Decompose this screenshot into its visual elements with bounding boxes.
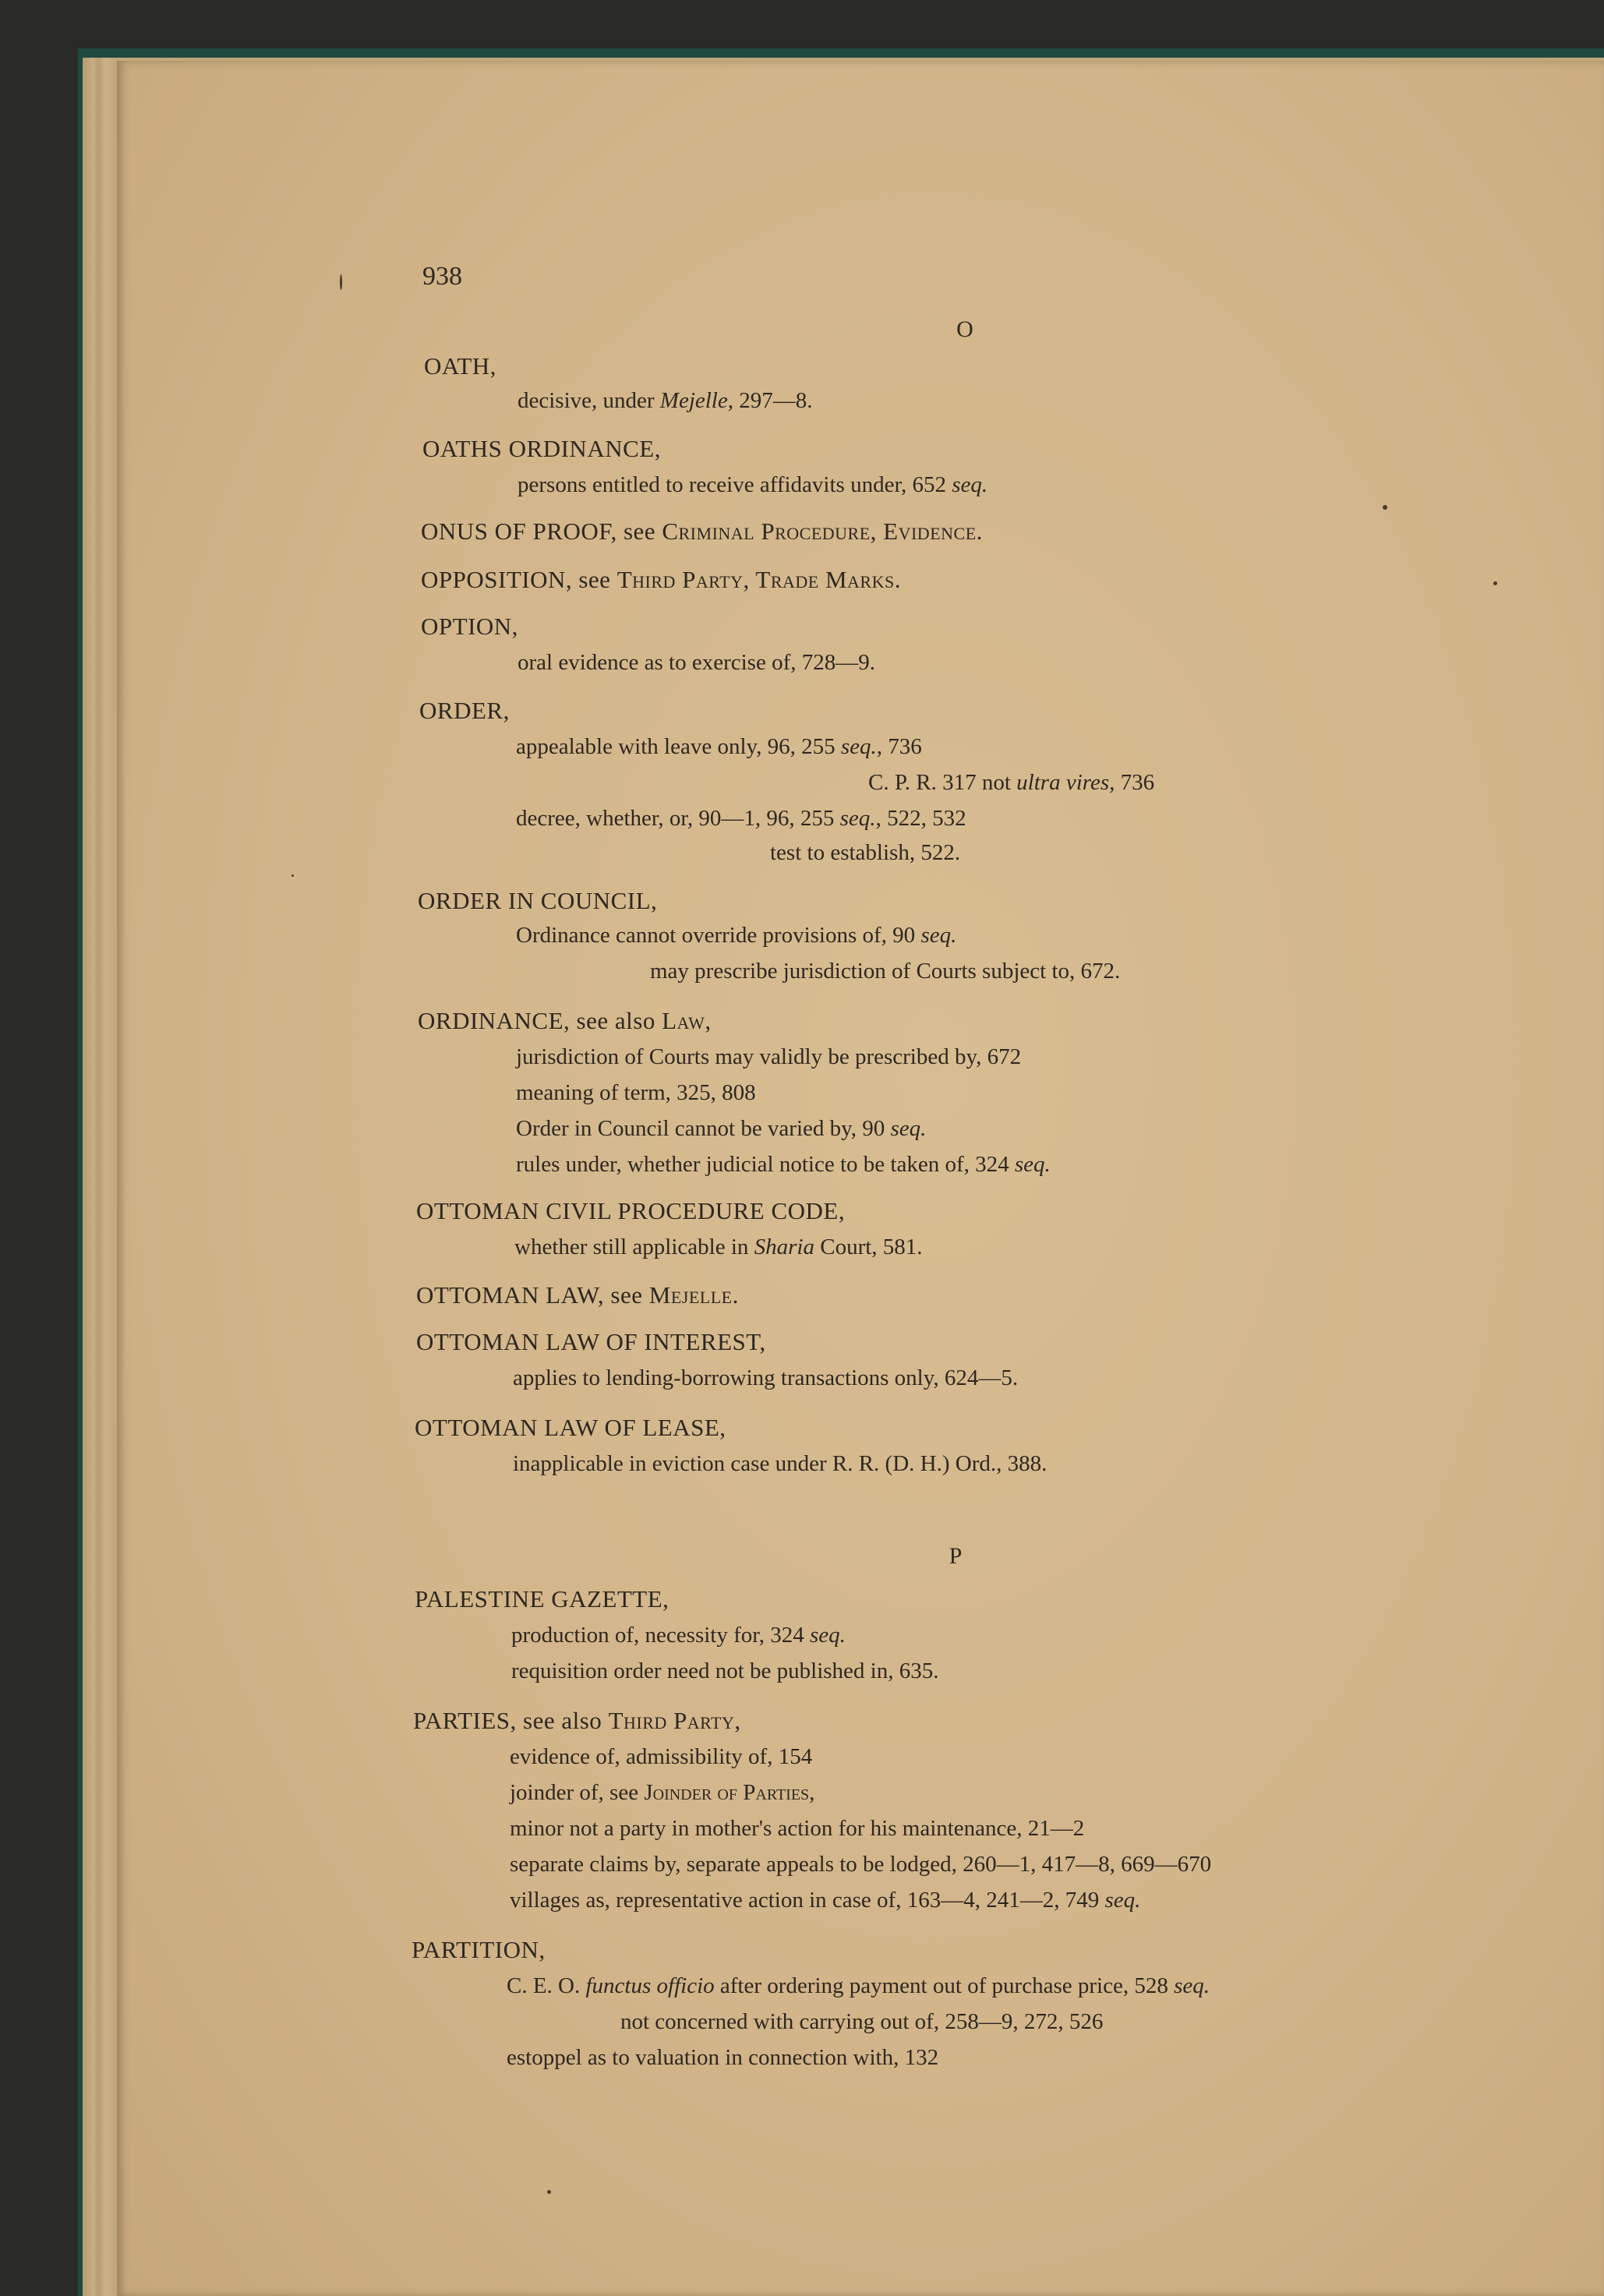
entry-order-heading: ORDER,	[419, 697, 510, 724]
entry-palestine-gazette-sub: production of, necessity for, 324 seq.	[511, 1623, 846, 1648]
paper-speck	[547, 2190, 551, 2194]
entry-parties-sub: joinder of, see Joinder of Parties,	[510, 1780, 815, 1805]
paper-speck	[1493, 581, 1497, 585]
entry-ottoman-lease-sub: inapplicable in eviction case under R. R. (D. H.) Ord., 388.	[513, 1451, 1048, 1476]
entry-parties-sub: minor not a party in mother's action for his maintenance, 21—2	[510, 1816, 1085, 1841]
entry-ordinance-sub: Order in Council cannot be varied by, 90 seq.	[516, 1116, 927, 1141]
entry-ottoman-law-heading: OTTOMAN LAW, see Mejelle.	[416, 1281, 739, 1309]
entry-order-sub: C. P. R. 317 not ultra vires, 736	[868, 770, 1155, 795]
entry-ottoman-interest-sub: applies to lending-borrowing transactions only, 624—5.	[513, 1365, 1019, 1390]
entry-parties-sub: separate claims by, separate appeals to be lodged, 260—1, 417—8, 669—670	[510, 1852, 1212, 1877]
entry-ordinance-sub: jurisdiction of Courts may validly be prescribed by, 672	[516, 1044, 1022, 1069]
entry-option-sub: oral evidence as to exercise of, 728—9.	[518, 650, 875, 675]
paper-speck	[291, 874, 294, 877]
entry-opposition-heading: OPPOSITION, see Third Party, Trade Marks.	[421, 566, 901, 593]
entry-parties-sub: evidence of, admissibility of, 154	[510, 1744, 813, 1769]
page-number: 938	[422, 262, 462, 291]
entry-oath-heading: OATH,	[424, 352, 496, 380]
entry-oaths-ordinance-heading: OATHS ORDINANCE,	[422, 435, 661, 462]
entry-ordinance-heading: ORDINANCE, see also Law,	[418, 1007, 712, 1034]
entry-ottoman-lease-heading: OTTOMAN LAW OF LEASE,	[415, 1414, 726, 1441]
entry-ordinance-sub: meaning of term, 325, 808	[516, 1080, 756, 1105]
entry-option-heading: OPTION,	[421, 613, 518, 640]
paper-speck	[340, 274, 342, 290]
entry-onus-heading: ONUS OF PROOF, see Criminal Procedure, Evidence.	[421, 517, 983, 545]
entry-ottoman-cpc-sub: whether still applicable in Sharia Court, 581.	[514, 1235, 923, 1259]
entry-ottoman-interest-heading: OTTOMAN LAW OF INTEREST,	[416, 1328, 766, 1355]
entry-ordinance-sub: rules under, whether judicial notice to be taken of, 324 seq.	[516, 1152, 1051, 1177]
entry-oaths-ordinance-sub: persons entitled to receive affidavits under, 652 seq.	[518, 472, 988, 497]
entry-partition-sub: not concerned with carrying out of, 258—9, 272, 526	[620, 2009, 1104, 2034]
entry-partition-sub: estoppel as to valuation in connection with, 132	[507, 2045, 939, 2070]
entry-palestine-gazette-heading: PALESTINE GAZETTE,	[415, 1585, 670, 1612]
entry-palestine-gazette-sub: requisition order need not be published in, 635.	[511, 1658, 939, 1683]
section-letter-p: P	[949, 1543, 963, 1569]
section-letter-o: O	[956, 316, 973, 342]
entry-order-sub: appealable with leave only, 96, 255 seq., 736	[516, 734, 922, 759]
entry-partition-sub: C. E. O. functus officio after ordering payment out of purchase price, 528 seq.	[507, 1973, 1210, 1998]
entry-oath-sub: decisive, under Mejelle, 297—8.	[518, 388, 813, 413]
entry-order-in-council-sub: Ordinance cannot override provisions of, 90 seq.	[516, 923, 957, 948]
paper-speck	[1383, 505, 1387, 510]
entry-parties-sub: villages as, representative action in case of, 163—4, 241—2, 749 seq.	[510, 1888, 1141, 1913]
entry-ottoman-cpc-heading: OTTOMAN CIVIL PROCEDURE CODE,	[416, 1197, 846, 1224]
entry-order-in-council-sub: may prescribe jurisdiction of Courts subject to, 672.	[650, 959, 1121, 984]
entry-parties-heading: PARTIES, see also Third Party,	[413, 1707, 741, 1734]
entry-order-sub: test to establish, 522.	[770, 840, 961, 865]
entry-partition-heading: PARTITION,	[412, 1936, 546, 1963]
index-page	[117, 61, 1604, 2296]
entry-order-sub: decree, whether, or, 90—1, 96, 255 seq., 522, 532	[516, 806, 966, 831]
entry-order-in-council-heading: ORDER IN COUNCIL,	[418, 887, 658, 914]
